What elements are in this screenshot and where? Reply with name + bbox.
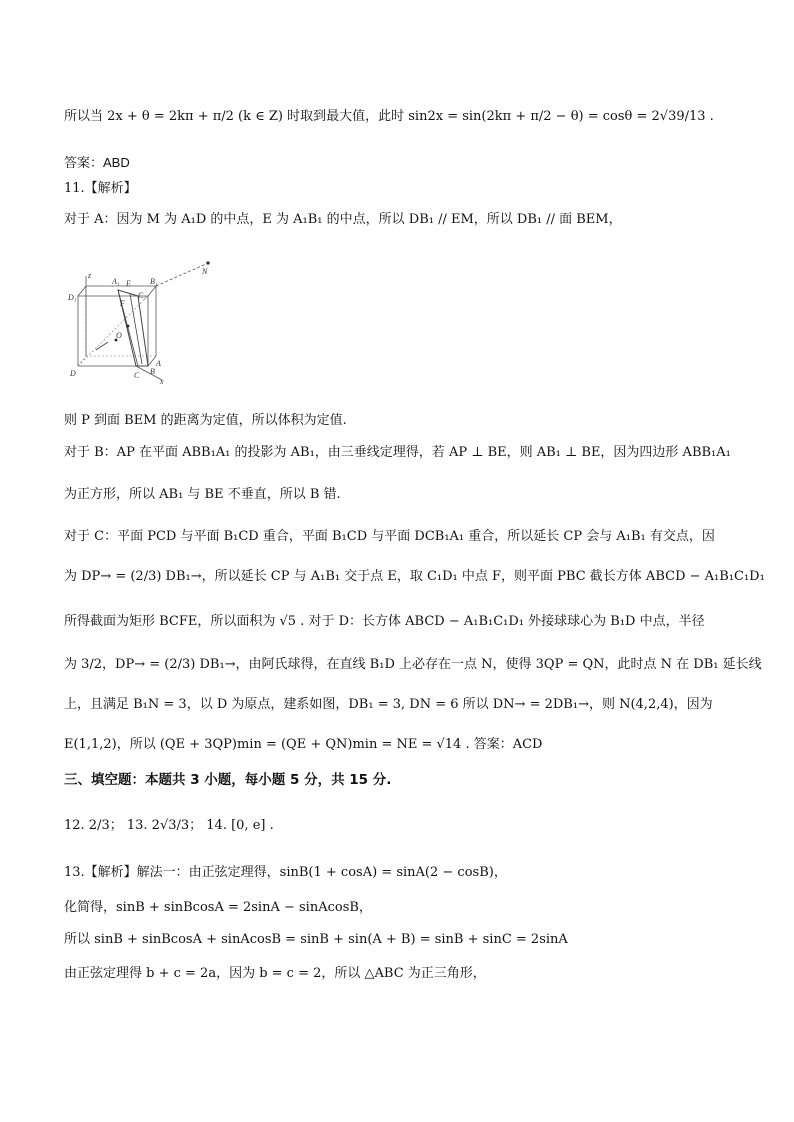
fig-label-n: N xyxy=(202,267,208,276)
text-line-11c: 对于 B：AP 在平面 ABB₁A₁ 的投影为 AB₁，由三垂线定理得，若 AP ⊥ BE，则 AB₁ ⊥ BE，因为四边形 ABB₁A₁ xyxy=(64,445,731,460)
text-line-11a: 对于 A：因为 M 为 A₁D 的中点，E 为 A₁B₁ 的中点，所以 DB₁ // EM，所以 DB₁ // 面 BEM， xyxy=(64,212,622,227)
fig-label-b: B xyxy=(150,367,155,376)
fig-label-z: z xyxy=(88,271,92,280)
fig-label-a: A xyxy=(156,359,161,368)
text-line-13c: 所以 sinB + sinBcosA + sinAcosB = sinB + sin(A + B) = sinB + sinC = 2sinA xyxy=(64,932,568,947)
fig-label-b1: B₁ xyxy=(150,277,158,286)
text-line-11f: 为 DP→ = (2/3) DB₁→，所以延长 CP 与 A₁B₁ 交于点 E，取 C₁D₁ 中点 F，则平面 PBC 截长方体 ABCD − A₁B₁C₁D₁ xyxy=(64,569,765,584)
text-line-11d: 为正方形，所以 AB₁ 与 BE 不垂直，所以 B 错. xyxy=(64,487,341,502)
section-heading-fill-in: 三、填空题：本题共 3 小题，每小题 5 分，共 15 分. xyxy=(64,772,392,788)
answer-line-10: 答案：ABD xyxy=(64,155,130,170)
fig-label-c: C xyxy=(134,371,140,380)
text-line-11b: 则 P 到面 BEM 的距离为定值，所以体积为定值. xyxy=(64,413,347,428)
text-line-11g: 所得截面为矩形 BCFE，所以面积为 √5 . 对于 D：长方体 ABCD − A₁B₁C₁D₁ 外接球球心为 B₁D 中点，半径 xyxy=(64,614,705,629)
text-line-13d: 由正弦定理得 b + c = 2a，因为 b = c = 2，所以 △ABC 为正三角形， xyxy=(64,966,486,981)
fig-label-a1: A₁ xyxy=(112,277,120,286)
text-line-11i: 上，且满足 B₁N = 3，以 D 为原点，建系如图，DB₁ = 3, DN = 6 所以 DN→ = 2DB₁→，则 N(4,2,4)，因为 xyxy=(64,697,713,712)
cuboid-figure xyxy=(60,254,220,386)
solution-header-11: 11.【解析】 xyxy=(64,181,137,196)
text-line-11h: 为 3/2，DP→ = (2/3) DB₁→，由阿氏球得，在直线 B₁D 上必存在一点 N，使得 3QP = QN，此时点 N 在 DB₁ 延长线 xyxy=(64,657,762,672)
answers-12-14: 12. 2/3； 13. 2√3/3； 14. [0, e] . xyxy=(64,818,274,833)
text-line-13b: 化简得，sinB + sinBcosA = 2sinA − sinAcosB， xyxy=(64,900,372,915)
fig-label-o: O xyxy=(116,331,122,340)
fig-label-d: D xyxy=(70,369,76,378)
text-line-11e: 对于 C：平面 PCD 与平面 B₁CD 重合，平面 B₁CD 与平面 DCB₁A₁ 重合，所以延长 CP 会与 A₁B₁ 有交点，因 xyxy=(64,529,715,544)
text-line-11j: E(1,1,2)，所以 (QE + 3QP)min = (QE + QN)min = NE = √14 . 答案：ACD xyxy=(64,737,543,752)
fig-label-x: x xyxy=(160,377,164,386)
fig-label-d1: D₁ xyxy=(68,293,77,302)
fig-label-c1: C₁ xyxy=(138,291,147,300)
fig-label-e: E xyxy=(126,279,131,288)
text-line-1: 所以当 2x + θ = 2kπ + π/2 (k ∈ Z) 时取到最大值，此时 sin2x = sin(2kπ + π/2 − θ) = cosθ = 2√39/13 . xyxy=(64,109,714,124)
fig-label-f: F xyxy=(120,299,125,308)
text-line-13a: 13.【解析】解法一：由正弦定理得，sinB(1 + cosA) = sinA(2 − cosB)， xyxy=(64,865,507,880)
